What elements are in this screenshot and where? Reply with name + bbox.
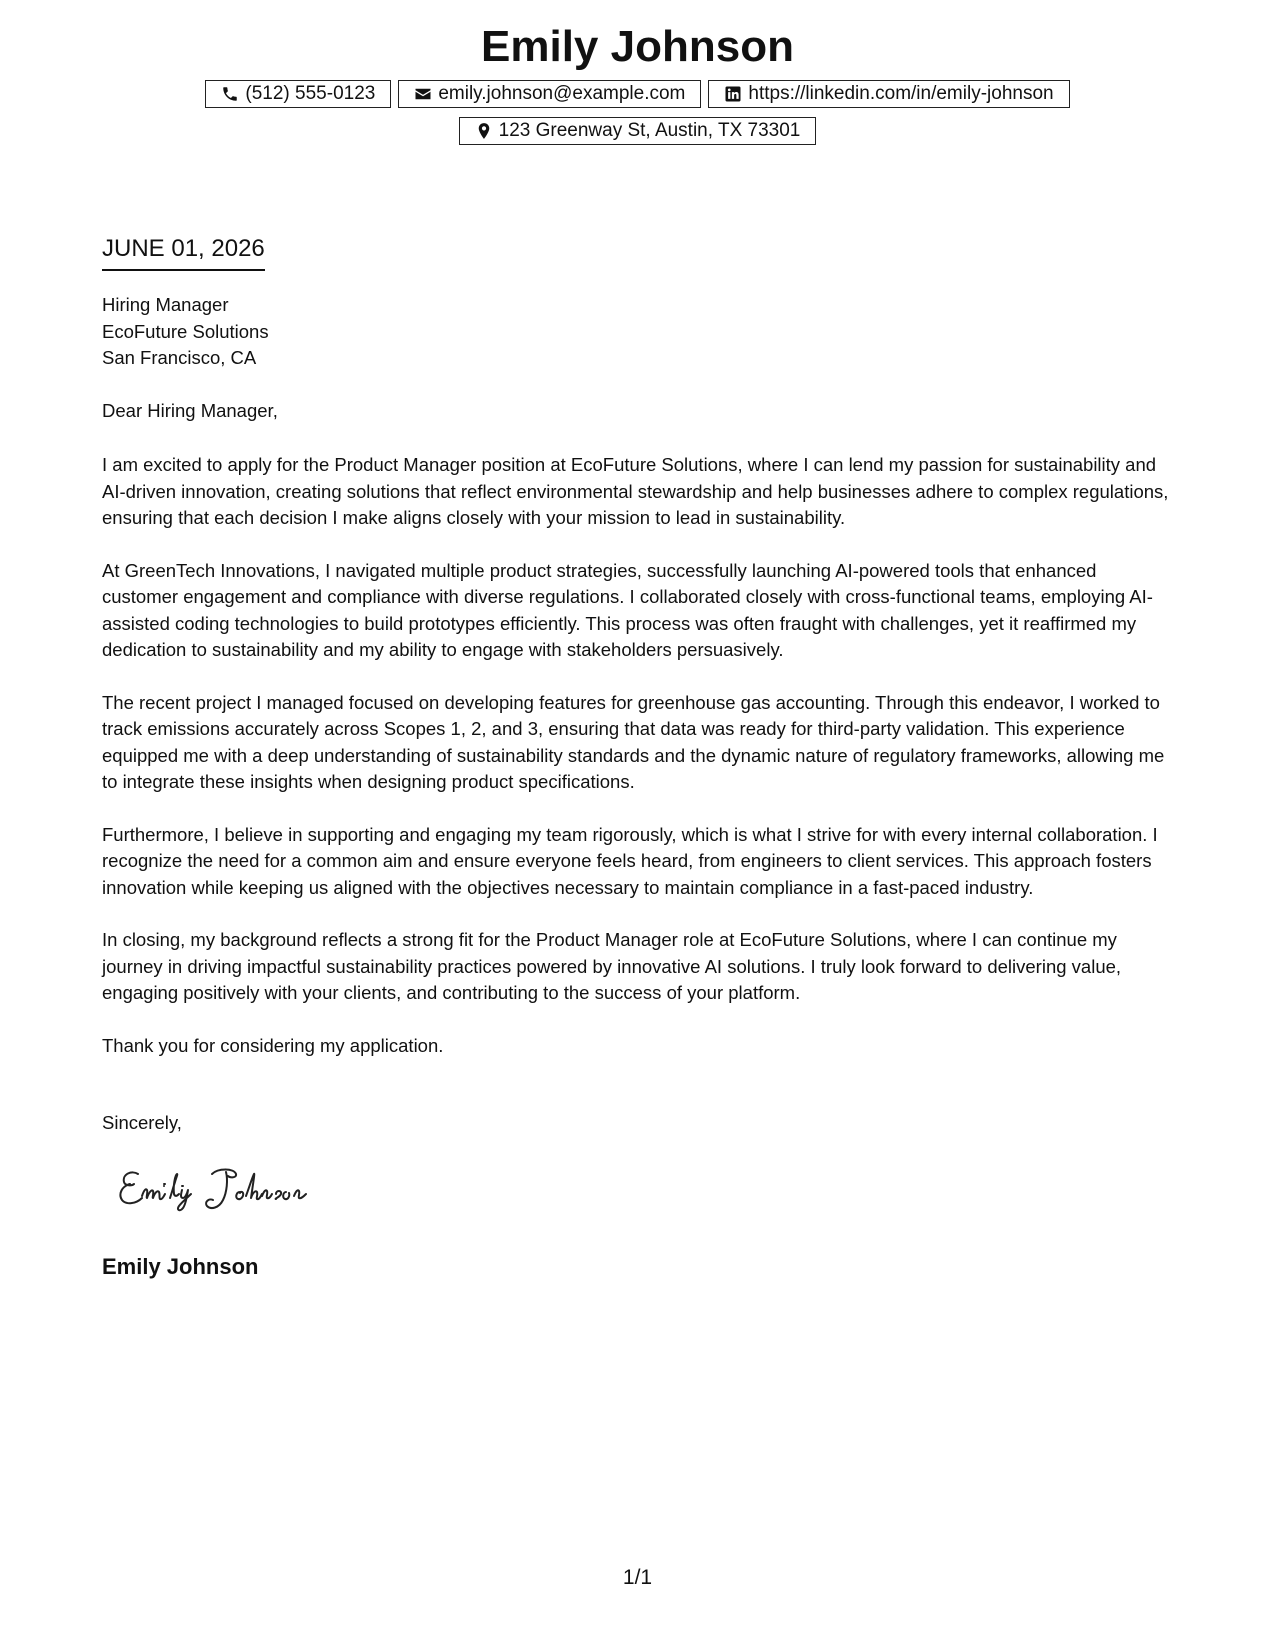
applicant-name: Emily Johnson <box>481 22 794 71</box>
body-paragraph: The recent project I managed focused on developing features for greenhouse gas accounting. Through this endeavor, I worked to track emissions accurately across Scopes 1, 2, and 3, ensuring that data was ready for third-party validation. This experience equipped me with a deep understanding of sustainability standards and the dynamic nature of regulatory frameworks, allowing me to integrate these insights when designing product specifications. <box>102 691 1165 792</box>
linkedin-text: https://linkedin.com/in/emily-johnson <box>748 83 1054 104</box>
handwritten-signature <box>116 1160 346 1225</box>
letter-body <box>102 452 1177 1085</box>
email-text: emily.johnson@example.com <box>438 83 686 104</box>
linkedin-icon <box>724 85 742 103</box>
body-paragraph: Furthermore, I believe in supporting and engaging my team rigorously, which is what I strive for with every internal collaboration. I recognize the need for a common aim and ensure everyone feels heard, from engineers to client services. This approach fosters innovation while keeping us aligned with the objectives necessary to maintain compliance in a fast-paced industry. <box>102 823 1158 898</box>
recipient-company: EcoFuture Solutions <box>102 320 269 342</box>
recipient-location: San Francisco, CA <box>102 347 257 368</box>
email-contact[interactable] <box>398 80 701 108</box>
salutation: Dear Hiring Manager, <box>102 400 278 421</box>
recipient-title: Hiring Manager <box>102 294 229 315</box>
body-paragraph: Thank you for considering my application. <box>102 1034 444 1056</box>
phone-contact[interactable] <box>205 80 391 108</box>
signer-name: Emily Johnson <box>102 1254 259 1279</box>
address-text: 123 Greenway St, Austin, TX 73301 <box>498 120 801 141</box>
body-paragraph: I am excited to apply for the Product Manager position at EcoFuture Solutions, where I can lend my passion for sustainability and AI-driven innovation, creating solutions that reflect environmental stewardship and help businesses adhere to complex regulations, ensuring that each decision I make aligns closely with your mission to lead in sustainability. <box>102 454 1169 528</box>
phone-text: (512) 555-0123 <box>245 83 376 104</box>
map-marker-icon <box>475 122 493 140</box>
linkedin-contact[interactable] <box>708 80 1069 108</box>
phone-icon <box>221 85 239 103</box>
closing: Sincerely, <box>102 1112 182 1133</box>
contact-row-address <box>0 117 1275 145</box>
contact-row <box>0 80 1275 108</box>
envelope-icon <box>414 85 432 103</box>
letter-date: JUNE 01, 2026 <box>102 235 265 271</box>
recipient-block <box>102 292 269 372</box>
body-paragraph: In closing, my background reflects a strong fit for the Product Manager role at EcoFuture Solutions, where I can continue my journey in driving impactful sustainability practices powered by innovative AI solutions. I truly look forward to delivering value, engaging positively with your clients, and contributing to the success of your platform. <box>102 929 1122 1003</box>
body-paragraph: At GreenTech Innovations, I navigated multiple product strategies, successfully launching AI-powered tools that enhanced customer engagement and compliance with diverse regulations. I collaborated closely with cross-functional teams, employing AI-assisted coding technologies to build prototypes efficiently. This process was often fraught with challenges, yet it reaffirmed my dedication to sustainability and my ability to engage with stakeholders persuasively. <box>102 559 1153 660</box>
page-number: 1/1 <box>622 1566 653 1589</box>
address-contact <box>459 117 817 145</box>
